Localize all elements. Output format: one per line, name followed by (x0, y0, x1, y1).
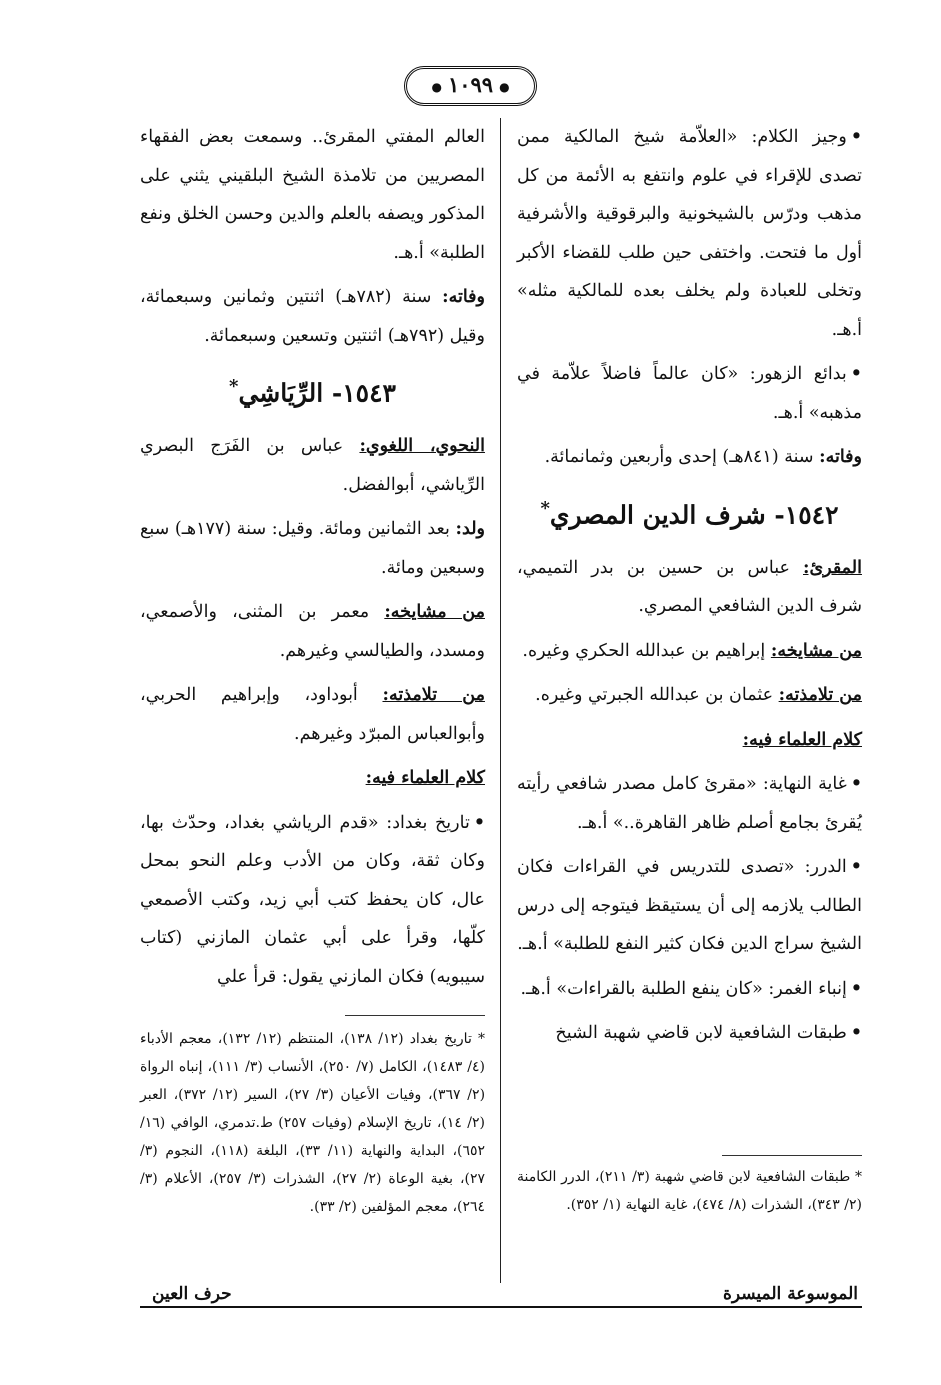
left-column (140, 118, 485, 1002)
page-number: ١٠٩٩ (447, 72, 494, 97)
source-label: الدرر: (804, 857, 847, 878)
ornament-dot-icon: ● (499, 79, 510, 94)
teachers-text: معمر بن المثنى، والأصمعي، ومسدد، والطيالسي وغيرهم. (140, 602, 485, 661)
source-label: وجيز الكلام: (751, 127, 847, 147)
scholars-heading: كلام العلماء فيه: (365, 768, 485, 789)
death-label: وفاته: (819, 447, 862, 467)
footnote-left: * تاريخ بغداد (١٢/ ١٣٨)، المنتظم (١٢/ ١٣٢)، معجم الأدباء (٤/ ١٤٨٣)، الكامل (٧/ ٢٥٠)، الأنساب (٣/ ١١١)، إنباه الرواة (٢/ ٣٦٧)، وفيات الأعيان (٣/ ٢٧)، السير (١٢/ ٣٧٢)، العبر (٢/ ١٤)، تاريخ الإسلام (وفيات ٢٥٧) ط.تدمري، الوافي (١٦/ ٦٥٢)، البداية والنهاية (١١/ ٣٣)، البلغة (١١٨)، النجوم (٣/ ٢٧)، بغية الوعاة (٢/ ٢٧)، الشذرات (٣/ ٢٥٧)، الأعلام (٣/ ٢٦٤)، معجم المؤلفين (٢/ ٣٣). (140, 1031, 486, 1215)
paragraph-tarikh-baghdad (140, 804, 485, 997)
name-text: عباس بن حسين بن بدر التميمي، شرف الدين الشافعي المصري. (517, 557, 862, 617)
name-text: عباس بن الفَرَج البصري الرِّياشي، أبوالفضل. (140, 436, 485, 495)
paragraph-shuyukh (517, 632, 862, 671)
bullet-icon: • (850, 774, 862, 795)
role-label: النحوي، اللغوي: (359, 436, 485, 457)
page-number-badge (404, 66, 536, 106)
entry-title-1542 (517, 489, 862, 535)
role-label: المقرئ: (803, 557, 862, 578)
birth-label: ولد: (455, 519, 485, 540)
quote-text: «العلاّمة شيخ المالكية ممن تصدى للإقراء في علوم وانتفع به الأئمة من كل مذهب ودرّس بالشيخونية والبرقوقية والأشرفية أول ما فتحت. واختفى حين طلب للقضاء الأكبر وتخلى للعبادة ولم يخلف بعده للمالكية مثله» أ.هـ. (517, 127, 862, 340)
quote-text: «مقرئ كامل مصدر شافعي رأيته يُقرئ بجامع أصلم ظاهر القاهرة..» أ.هـ. (517, 774, 862, 833)
paragraph-muqri (517, 549, 862, 626)
quote-text: «كان عالماً فاضلاً علاّمة في مذهبه» أ.هـ. (517, 364, 862, 423)
footer-book-title: الموسوعة الميسرة (719, 1283, 862, 1305)
bullet-icon: • (850, 857, 862, 878)
quote-text: «كان ينفع الطلبة بالقراءات» أ.هـ. (520, 978, 763, 999)
paragraph-durar (517, 848, 862, 964)
footnote-rule-left (345, 1015, 485, 1016)
teachers-label: من مشايخه: (770, 640, 862, 661)
teachers-text: إبراهيم بن عبدالله الحكري وغيره. (522, 640, 766, 661)
footnote-right: * طبقات الشافعية لابن قاضي شهبة (٣/ ٢١١)، الدرر الكامنة (٢/ ٣٤٣)، الشذرات (٨/ ٤٧٤)، غاية النهاية (١/ ٣٥٢). (517, 1169, 862, 1213)
paragraph-continuation (140, 118, 485, 272)
students-text: عثمان بن عبدالله الجبرتي وغيره. (535, 685, 774, 706)
entry-title-1543 (140, 367, 485, 413)
right-column (517, 118, 862, 1059)
paragraph-wajiz (517, 118, 862, 349)
source-label: بدائع الزهور: (749, 364, 847, 384)
entry-title-text: ١٥٤٣- الرِّيَاشِي (238, 378, 396, 408)
paragraph-death (517, 438, 862, 477)
paragraph-nahwi (140, 427, 485, 504)
quote-text: العالم المفتي المقرئ.. وسمعت بعض الفقهاء المصريين من تلامذة الشيخ البلقيني يثني على المذكور ويصفه بالعلم والدين وحسن الخلق ونفع الطلبة» أ.هـ. (140, 127, 485, 263)
paragraph-badai (517, 355, 862, 432)
teachers-label: من مشايخه: (384, 602, 485, 623)
birth-text: بعد الثمانين ومائة. وقيل: سنة (١٧٧هـ) سبع وسبعين ومائة. (140, 519, 485, 578)
footnote-rule-right (722, 1155, 862, 1156)
students-text: أبوداود، وإبراهيم الحربي، وأبوالعباس المبرّد وغيرهم. (140, 685, 485, 744)
paragraph-inba (517, 970, 862, 1009)
paragraph-talamidh (517, 676, 862, 715)
paragraph-talamidh (140, 676, 485, 753)
bullet-icon: • (850, 364, 862, 384)
quote-text: طبقات الشافعية لابن قاضي شهبة الشيخ (555, 1023, 847, 1044)
bullet-icon: • (850, 1023, 862, 1044)
death-text: سنة (٧٨٢هـ) اثنتين وثمانين وسبعمائة، وقيل (٧٩٢هـ) اثنتين وتسعين وسبعمائة. (140, 287, 485, 346)
bullet-icon: • (473, 812, 486, 833)
quote-text: «تصدى للتدريس في القراءات فكان الطالب يلازمه إلى أن يستيقظ فيتوجه إلى درس الشيخ سراج الدين فكان كثير النفع للطلبة» أ.هـ. (517, 857, 862, 955)
source-label: تاريخ بغداد: (386, 812, 470, 833)
paragraph-death (140, 278, 485, 355)
entry-title-text: ١٥٤٢- شرف الدين المصري (549, 499, 839, 529)
footer-rule (140, 1306, 862, 1308)
ornament-dot-icon: ● (431, 79, 442, 94)
source-label: إنباء الغمر: (768, 978, 847, 999)
source-label: غاية النهاية: (762, 774, 847, 795)
paragraph-tabaqat (517, 1014, 862, 1053)
students-label: من تلامذته: (382, 685, 485, 706)
paragraph-ghaya (517, 765, 862, 842)
death-text: سنة (٨٤١هـ) إحدى وأربعين وثمانمائة. (544, 447, 814, 467)
students-label: من تلامذته: (778, 685, 862, 706)
bullet-icon: • (850, 127, 862, 147)
death-label: وفاته: (442, 287, 485, 307)
footer-section-title: حرف العين (148, 1283, 236, 1305)
scholars-heading: كلام العلماء فيه: (742, 729, 862, 750)
quote-text: «قدم الرياشي بغداد، وحدّث بها، وكان ثقة، وكان من الأدب وعلم النحو بمحل عال، كان يحفظ كتب أبي زيد، وكتب الأصمعي كلّها، وقرأ على أبي عثمان المازني (كتاب سيبويه) فكان المازني يقول: قرأ علي (140, 812, 485, 987)
paragraph-birth (140, 510, 485, 587)
page-number-container (0, 66, 941, 106)
column-divider (500, 118, 501, 1283)
footnote-marker: * (540, 497, 550, 519)
footnote-marker: * (229, 376, 239, 397)
bullet-icon: • (850, 978, 862, 999)
paragraph-shuyukh (140, 593, 485, 670)
